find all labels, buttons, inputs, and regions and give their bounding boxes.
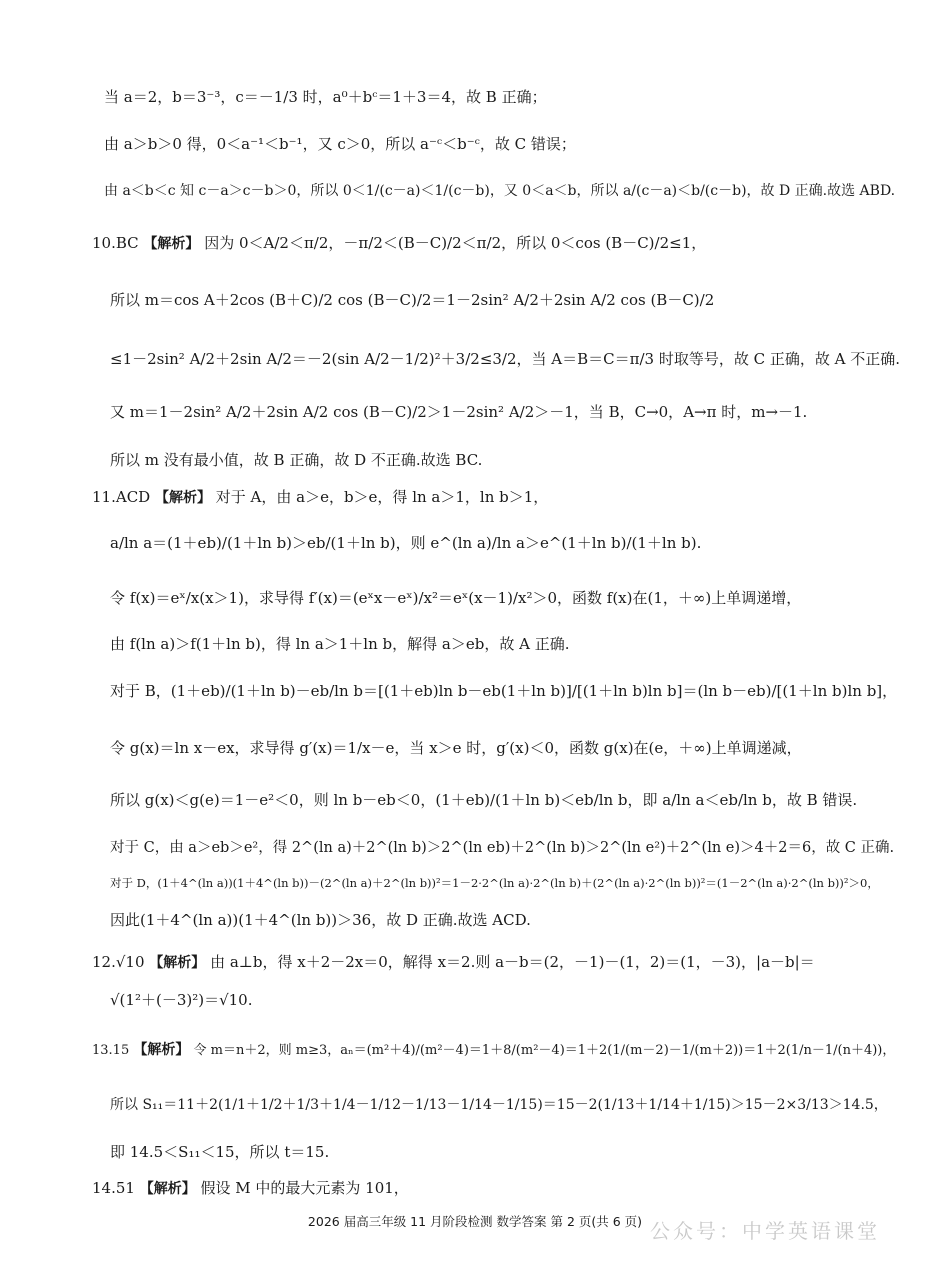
text-line-11: 令 f(x)＝eˣ/x(x＞1)，求导得 f′(x)＝(eˣx－eˣ)/x²＝eˣ(x－1)/x²＞0，函数 f(x)在(1，＋∞)上单调递增， (110, 589, 802, 607)
question-number: 14.51 (92, 1179, 135, 1197)
answer-10-heading: 10.BC 【解析】 因为 0＜A/2＜π/2，－π/2＜(B－C)/2＜π/2，所以 0＜cos (B－C)/2≤1， (92, 234, 707, 252)
analysis-tag: 【解析】 (139, 1181, 196, 1197)
question-number: 11.ACD (92, 488, 151, 506)
text-line-17: 对于 D，(1＋4^(ln a))(1＋4^(ln b))－(2^(ln a)＋2^(ln b))²＝1－2·2^(ln a)·2^(ln b)＋(2^(ln a)·2^(ln b))²＝(1－2^(ln a)·2^(ln b))²＞0， (110, 876, 879, 890)
text-line-16: 对于 C，由 a＞eb＞e²，得 2^(ln a)＋2^(ln b)＞2^(ln eb)＋2^(ln b)＞2^(ln e²)＋2^(ln e)＞4＋2＝6，故 C 正确. (110, 840, 895, 856)
text-line-3: 由 a＜b＜c 知 c－a＞c－b＞0，所以 0＜1/(c－a)＜1/(c－b)，又 0＜a＜b，所以 a/(c－a)＜b/(c－b)，故 D 正确.故选 ABD. (104, 183, 896, 199)
answer-11-heading: 11.ACD 【解析】 对于 A，由 a＞e，b＞e，得 ln a＞1，ln b＞1， (92, 488, 549, 506)
answer-13-heading: 13.15 【解析】 令 m＝n＋2，则 m≥3，aₙ＝(m²＋4)/(m²－4)＝1＋8/(m²－4)＝1＋2(1/(m－2)－1/(m＋2))＝1＋2(1/n－1/(n＋4))， (92, 1042, 896, 1058)
text-line-12: 由 f(ln a)＞f(1＋ln b)，得 ln a＞1＋ln b，解得 a＞eb，故 A 正确. (110, 635, 570, 653)
text-line-20: √(1²＋(－3)²)＝√10. (110, 991, 253, 1009)
analysis-tag: 【解析】 (154, 490, 211, 506)
page-footer: 2026 届高三年级 11 月阶段检测 数学答案 第 2 页(共 6 页) (307, 1214, 643, 1229)
text-line-15: 所以 g(x)＜g(e)＝1－e²＜0，则 ln b－eb＜0，(1＋eb)/(1＋ln b)＜eb/ln b，即 a/ln a＜eb/ln b，故 B 错误. (110, 791, 858, 809)
text-line-23: 即 14.5＜S₁₁＜15，所以 t＝15. (110, 1143, 330, 1161)
text-line-7: 又 m＝1－2sin² A/2＋2sin A/2 cos (B－C)/2＞1－2sin² A/2＞－1，当 B，C→0，A→π 时，m→－1. (110, 403, 808, 421)
text-line-6: ≤1－2sin² A/2＋2sin A/2＝－2(sin A/2－1/2)²＋3/2≤3/2，当 A＝B＝C＝π/3 时取等号，故 C 正确，故 A 不正确. (110, 350, 901, 368)
text-line-13: 对于 B，(1＋eb)/(1＋ln b)－eb/ln b＝[(1＋eb)ln b－eb(1＋ln b)]/[(1＋ln b)ln b]＝(ln b－eb)/[(1＋ln b)ln b]， (110, 682, 898, 700)
question-number: 12.√10 (92, 953, 145, 971)
text-line-2: 由 a＞b＞0 得，0＜a⁻¹＜b⁻¹，又 c＞0，所以 a⁻ᶜ＜b⁻ᶜ，故 C 错误； (104, 135, 576, 153)
text-line-18: 因此(1＋4^(ln a))(1＋4^(ln b))＞36，故 D 正确.故选 ACD. (110, 911, 531, 929)
analysis-tag: 【解析】 (149, 955, 206, 971)
text-line-5: 所以 m＝cos A＋2cos (B＋C)/2 cos (B－C)/2＝1－2sin² A/2＋2sin A/2 cos (B－C)/2 (110, 291, 715, 309)
text-line-1: 当 a＝2，b＝3⁻³，c＝－1/3 时，a⁰＋bᶜ＝1＋3＝4，故 B 正确； (104, 88, 547, 106)
text-line-8: 所以 m 没有最小值，故 B 正确，故 D 不正确.故选 BC. (110, 451, 483, 469)
text-line-14: 令 g(x)＝ln x－ex，求导得 g′(x)＝1/x－e，当 x＞e 时，g′(x)＜0，函数 g(x)在(e，＋∞)上单调递减， (110, 739, 802, 757)
text-line-10: a/ln a＝(1＋eb)/(1＋ln b)＞eb/(1＋ln b)，则 e^(ln a)/ln a＞e^(1＋ln b)/(1＋ln b). (110, 534, 702, 552)
answer-12-heading: 12.√10 【解析】 由 a⊥b，得 x＋2－2x＝0，解得 x＝2.则 a－b＝(2，－1)－(1，2)＝(1，－3)，|a－b|＝ (92, 953, 815, 971)
question-number: 10.BC (92, 234, 139, 252)
text-line-22: 所以 S₁₁＝11＋2(1/1＋1/2＋1/3＋1/4－1/12－1/13－1/14－1/15)＝15－2(1/13＋1/14＋1/15)＞15－2×3/13＞14.5， (110, 1097, 888, 1113)
answer-14-heading: 14.51 【解析】 假设 M 中的最大元素为 101， (92, 1179, 409, 1197)
analysis-tag: 【解析】 (133, 1042, 190, 1058)
question-number: 13.15 (92, 1043, 130, 1058)
analysis-tag: 【解析】 (143, 236, 200, 252)
watermark: 公众号：中学英语课堂 (650, 1219, 880, 1243)
